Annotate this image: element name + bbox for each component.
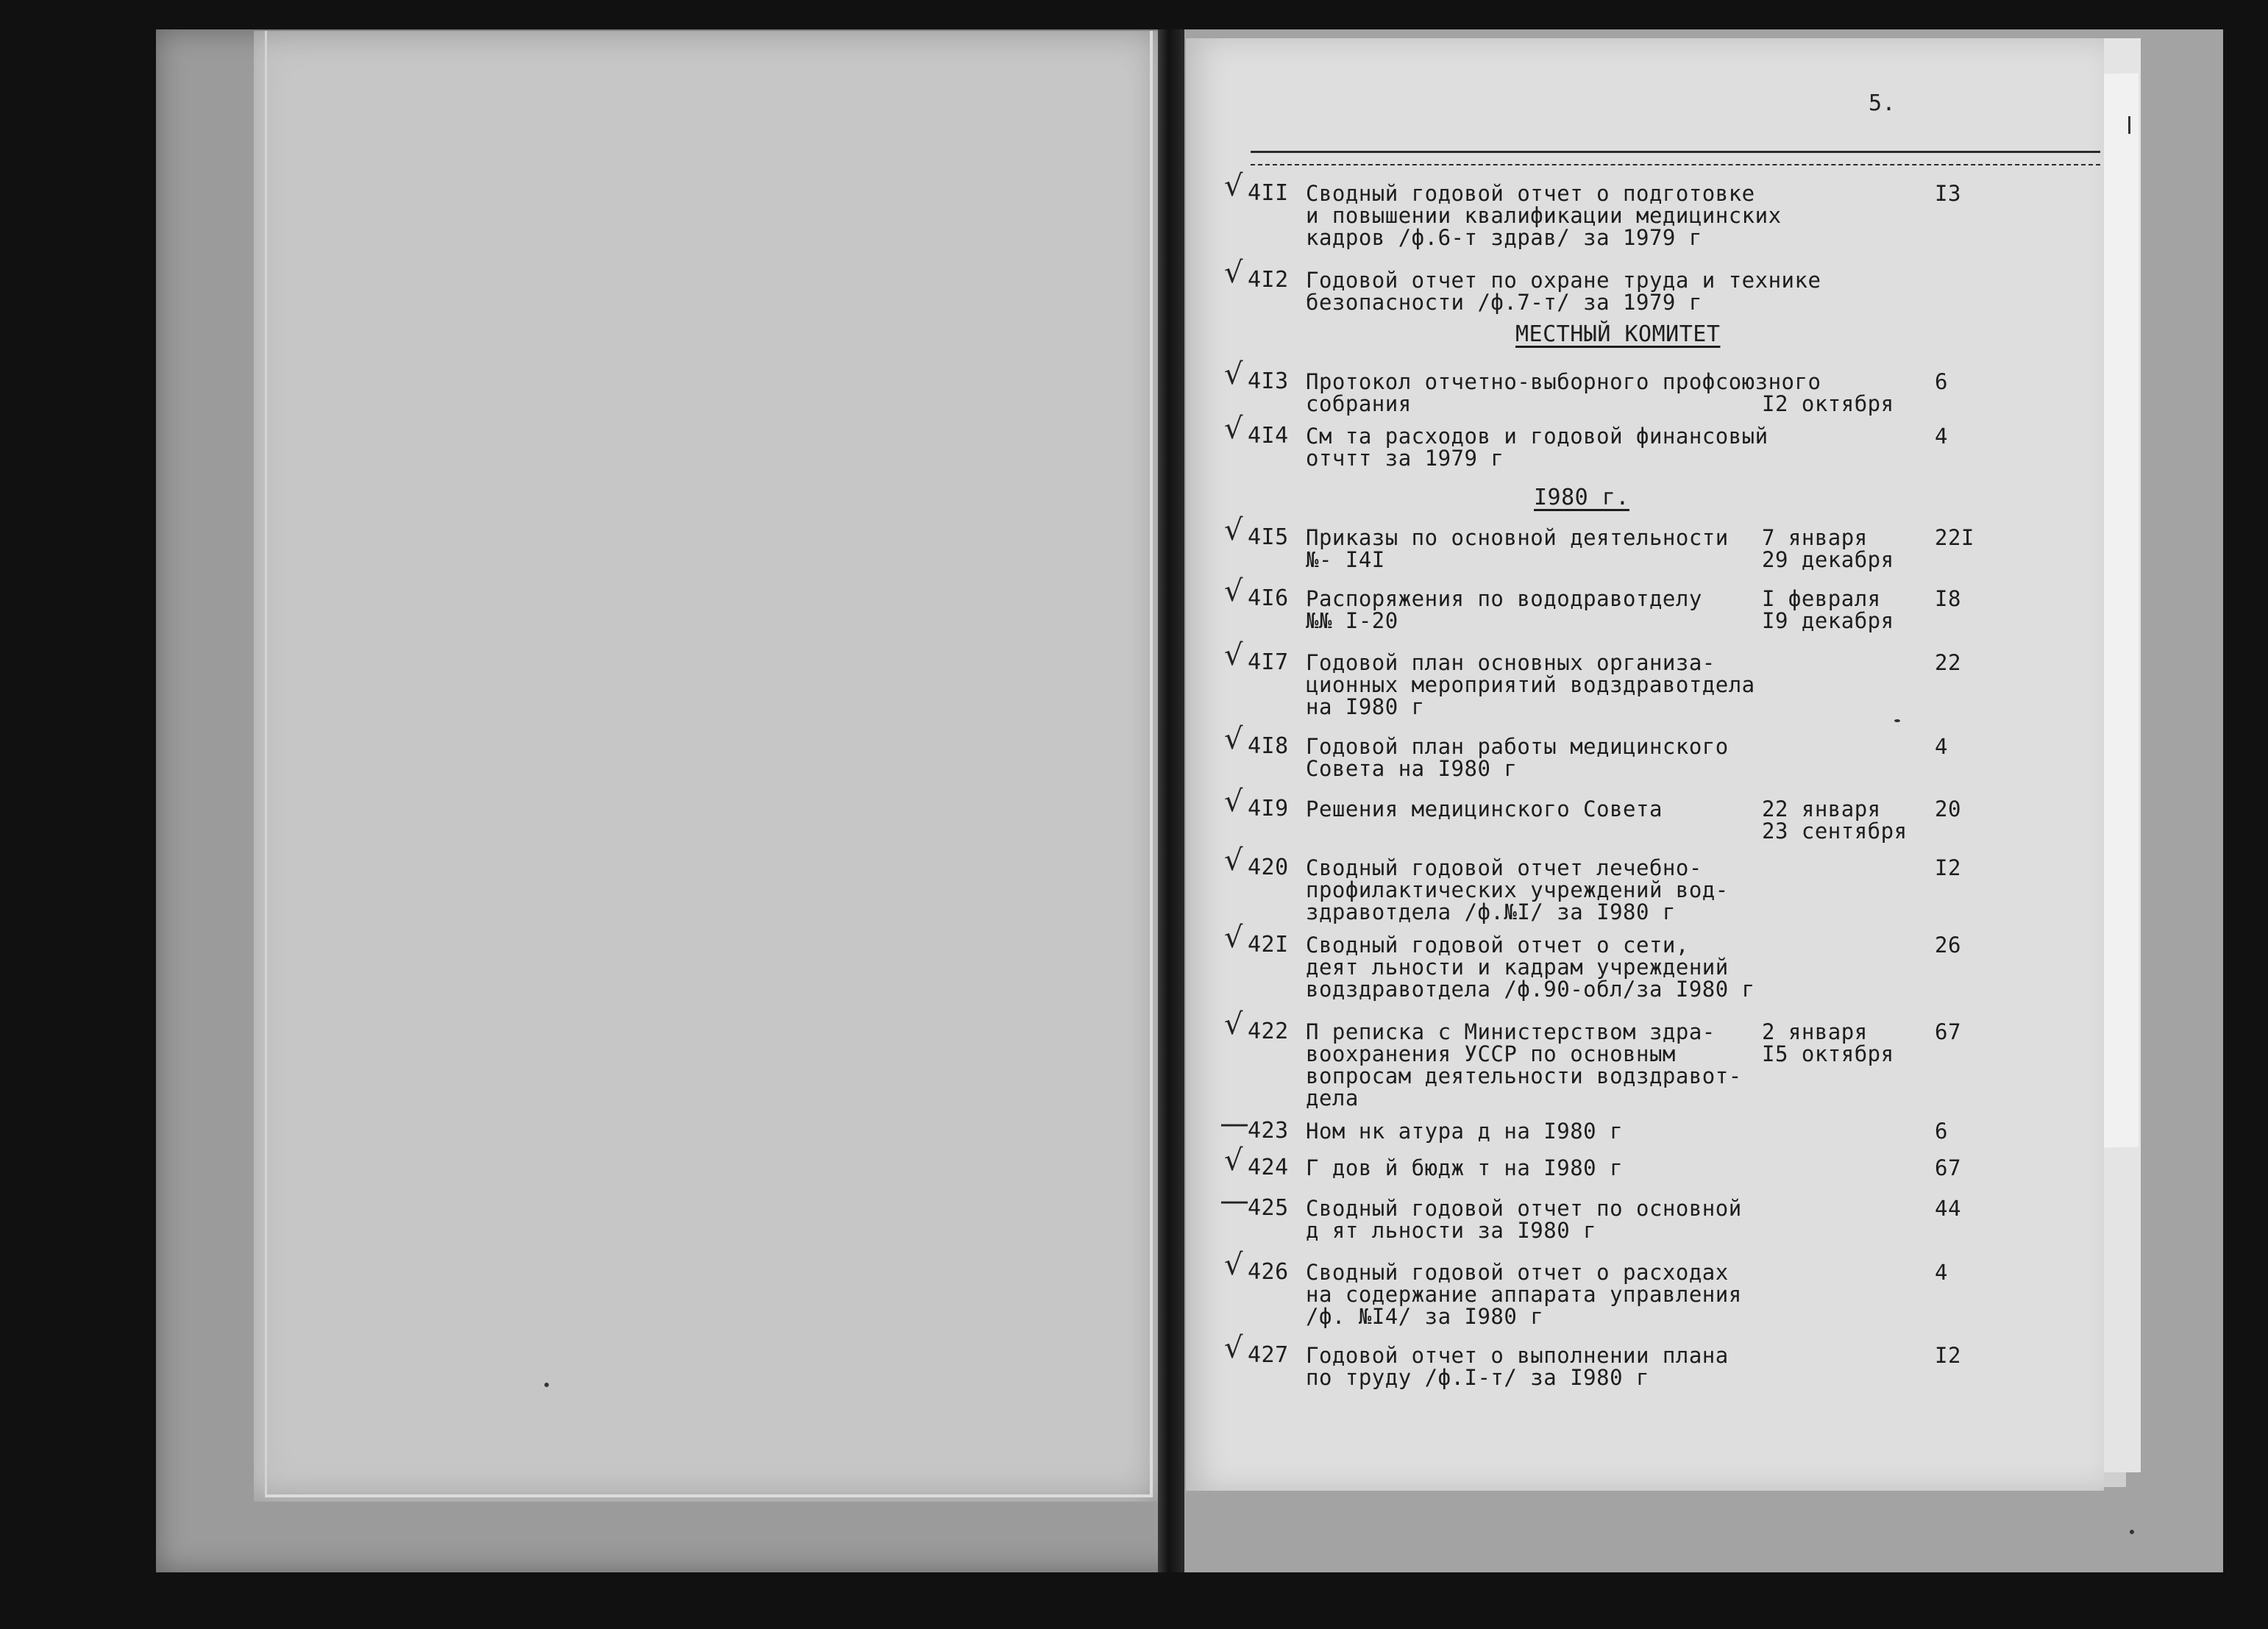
entry-description-line: ционных мероприятий водздравотдела — [1306, 672, 1755, 697]
check-mark: √ — [1224, 1144, 1243, 1177]
page-count: 6 — [1935, 1119, 1948, 1144]
page-count: 67 — [1935, 1155, 1961, 1180]
entry-description-line: дела — [1306, 1086, 1359, 1111]
check-mark: √ — [1224, 921, 1243, 955]
left-page-edge — [265, 31, 1153, 1497]
section-heading: I980 г. — [1534, 485, 1629, 510]
entry-description-line: отчтт за 1979 г — [1306, 446, 1504, 471]
page-count: 20 — [1935, 796, 1961, 821]
page-count: 44 — [1935, 1196, 1961, 1221]
entry-date: I9 декабря — [1762, 608, 1894, 633]
entry-description-line: Сводный годовой отчет о подготовке — [1306, 181, 1755, 206]
page-count: 26 — [1935, 933, 1961, 958]
page-count: I2 — [1935, 1343, 1961, 1368]
entry-description-line: деят льности и кадрам учреждений — [1306, 955, 1729, 980]
entry-description-line: кадров /ф.6-т здрав/ за 1979 г — [1306, 225, 1702, 250]
check-mark: √ — [1224, 638, 1243, 672]
entry-date: 2 января — [1762, 1019, 1868, 1044]
check-mark: √ — [1224, 357, 1243, 391]
entry-description-line: №- I4I — [1306, 547, 1385, 572]
entry-description-line: Годовой план основных организа- — [1306, 650, 1716, 675]
entry-description-line: Распоряжения по вододравотделу — [1306, 586, 1702, 611]
ink-speck — [2130, 1530, 2134, 1534]
header-rule-dashed — [1251, 164, 2100, 165]
page-count: I3 — [1935, 181, 1961, 206]
entry-number: 424 — [1248, 1155, 1289, 1180]
entry-description-line: См та расходов и годовой финансовый — [1306, 424, 1768, 449]
binding-spine — [1158, 29, 1184, 1572]
entry-number: 423 — [1248, 1118, 1289, 1144]
entry-description-line: Сводный годовой отчет лечебно- — [1306, 855, 1702, 880]
entry-description-line: Совета на I980 г — [1306, 756, 1518, 781]
entry-description-line: безопасности /ф.7-т/ за 1979 г — [1306, 290, 1702, 315]
check-mark: — — [1220, 1107, 1250, 1141]
page-count: 22 — [1935, 650, 1961, 675]
entry-description-line: П реписка с Министерством здра- — [1306, 1019, 1716, 1044]
check-mark: √ — [1224, 1248, 1243, 1282]
page-count: 67 — [1935, 1019, 1961, 1044]
ink-speck — [2128, 116, 2130, 134]
entry-date: I февраля — [1762, 586, 1881, 611]
entry-number: 420 — [1248, 855, 1289, 880]
entry-description-line: Сводный годовой отчет по основной — [1306, 1196, 1742, 1221]
entry-number: 425 — [1248, 1195, 1289, 1221]
check-mark: √ — [1224, 844, 1243, 877]
check-mark: √ — [1224, 169, 1243, 203]
entry-description-line: и повышении квалификации медицинских — [1306, 203, 1782, 228]
entry-description-line: на содержание аппарата управления — [1306, 1282, 1742, 1307]
entry-number: 4I3 — [1248, 368, 1289, 394]
entry-description-line: Годовой план работы медицинского — [1306, 734, 1729, 759]
entry-description-line: на I980 г — [1306, 694, 1425, 719]
entry-number: 4I5 — [1248, 524, 1289, 550]
entry-date: 7 января — [1762, 525, 1868, 550]
check-mark: √ — [1224, 1331, 1243, 1365]
entry-description-line: Ном нк атура д на I980 г — [1306, 1119, 1624, 1144]
entry-number: 4I6 — [1248, 585, 1289, 611]
check-mark: √ — [1224, 785, 1243, 819]
check-mark: √ — [1224, 513, 1243, 547]
check-mark: √ — [1224, 256, 1243, 290]
entry-description-line: Сводный годовой отчет о расходах — [1306, 1260, 1729, 1285]
entry-description-line: здравотдела /ф.№I/ за I980 г — [1306, 899, 1676, 924]
entry-number: 422 — [1248, 1019, 1289, 1044]
entry-description-line: воохранения УССР по основным — [1306, 1041, 1676, 1066]
check-mark: √ — [1224, 1008, 1243, 1041]
entry-description-line: Решения медицинского Совета — [1306, 796, 1663, 821]
entry-number: 4I8 — [1248, 733, 1289, 759]
entry-date: 22 января — [1762, 796, 1881, 821]
page-count: I2 — [1935, 855, 1961, 880]
entry-date: I5 октября — [1762, 1041, 1894, 1066]
entry-number: 4I2 — [1248, 267, 1289, 293]
page-count: I8 — [1935, 586, 1961, 611]
entry-date: 29 декабря — [1762, 547, 1894, 572]
entry-description-line: Годовой отчет по охране труда и технике — [1306, 268, 1821, 293]
check-mark: √ — [1224, 722, 1243, 756]
entry-description-line: Сводный годовой отчет о сети, — [1306, 933, 1689, 958]
entry-description-line: д ят льности за I980 г — [1306, 1218, 1597, 1243]
entry-number: 42I — [1248, 932, 1289, 958]
entry-description-line: по труду /ф.I-т/ за I980 г — [1306, 1365, 1649, 1390]
entry-description-line: /ф. №I4/ за I980 г — [1306, 1304, 1544, 1329]
header-rule — [1251, 151, 2100, 153]
entry-description-line: водздравотдела /ф.90-обл/за I980 г — [1306, 977, 1755, 1002]
entry-description-line: Г дов й бюдж т на I980 г — [1306, 1155, 1624, 1180]
page-count: 4 — [1935, 424, 1948, 449]
entry-description-line: №№ I-20 — [1306, 608, 1398, 633]
page-count: 4 — [1935, 734, 1948, 759]
entry-date: 23 сентября — [1762, 819, 1908, 844]
entry-description-line: собрания — [1306, 391, 1412, 416]
entry-number: 4I4 — [1248, 423, 1289, 449]
check-mark: √ — [1224, 574, 1243, 608]
entry-number: 4I7 — [1248, 649, 1289, 675]
entry-description-line: вопросам деятельности водздравот- — [1306, 1063, 1742, 1088]
page-count: 4 — [1935, 1260, 1948, 1285]
entry-description-line: профилактических учреждений вод- — [1306, 877, 1729, 902]
entry-number: 426 — [1248, 1259, 1289, 1285]
ink-speck — [544, 1383, 549, 1387]
entry-number: 427 — [1248, 1342, 1289, 1368]
entry-description-line: Приказы по основной деятельности — [1306, 525, 1729, 550]
inserted-slip — [2100, 74, 2139, 1148]
entry-date: I2 октября — [1762, 391, 1894, 416]
entry-number: 4II — [1248, 180, 1289, 206]
page-count: 22I — [1935, 525, 1974, 550]
ink-speck — [1894, 719, 1900, 722]
entry-description-line: Годовой отчет о выполнении плана — [1306, 1343, 1729, 1368]
check-mark: √ — [1224, 412, 1243, 446]
page-count: 6 — [1935, 369, 1948, 394]
check-mark: — — [1220, 1184, 1250, 1218]
entry-description-line: Протокол отчетно-выборного профсоюзного — [1306, 369, 1821, 394]
section-heading: МЕСТНЫЙ КОМИТЕТ — [1515, 321, 1721, 347]
entry-number: 4I9 — [1248, 796, 1289, 821]
page-number: 5. — [1869, 90, 1896, 116]
